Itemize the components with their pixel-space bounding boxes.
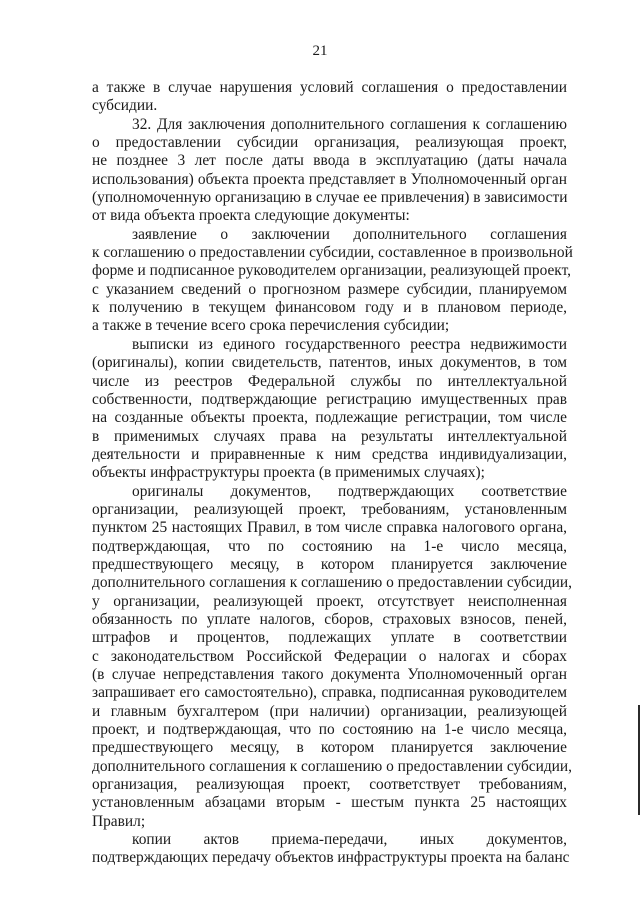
- text-line: у организации, реализующей проект, отсутствует неисполненная: [92, 592, 567, 610]
- text-line: организация, реализующая проект, соответствует требованиям,: [92, 776, 567, 794]
- text-line: подтверждающих передачу объектов инфраструктуры проекта на баланс: [92, 849, 570, 867]
- text-line: предшествующего месяцу, в котором планируется заключение: [92, 739, 567, 757]
- text-line: от вида объекта проекта следующие документы:: [92, 207, 410, 225]
- text-line: форме и подписанное руководителем организации, реализующей проект,: [92, 262, 571, 280]
- text-line: подтверждающая, что по состоянию на 1-е число месяца,: [92, 537, 567, 555]
- text-line: субсидии.: [92, 97, 158, 115]
- text-line: к получению в текущем финансовом году и в плановом периоде,: [92, 299, 567, 317]
- text-line: использования) объекта проекта представляет в Уполномоченный орган: [92, 170, 567, 188]
- text-line: выписки из единого государственного реестра недвижимости: [132, 335, 567, 353]
- text-line: 32. Для заключения дополнительного соглашения к соглашению: [132, 115, 567, 133]
- text-line: установленным абзацами вторым - шестым пункта 25 настоящих: [92, 794, 567, 812]
- text-line: копии актов приема-передачи, иных документов,: [132, 831, 567, 849]
- text-line: штрафов и процентов, подлежащих уплате в соответствии: [92, 629, 567, 647]
- text-line: проект, и подтверждающая, что по состоянию на 1-е число месяца,: [92, 721, 567, 739]
- text-line: дополнительного соглашения к соглашению о предоставлении субсидии,: [92, 574, 573, 592]
- body-text: [92, 79, 573, 868]
- text-line: организации, реализующей проект, требованиям, установленным: [92, 500, 567, 518]
- text-line: (в случае непредставления такого документа Уполномоченный орган: [92, 666, 567, 683]
- text-line: собственности, подтверждающие регистрацию имущественных прав: [92, 390, 567, 408]
- text-line: и главным бухгалтером (при наличии) организации, реализующей: [92, 702, 567, 720]
- text-line: с законодательством Российской Федерации о налогах и сборах: [92, 647, 567, 665]
- text-line: о предоставлении субсидии организация, реализующая проект,: [92, 134, 567, 152]
- text-line: пунктом 25 настоящих Правил, в том числе справка налогового органа,: [92, 519, 567, 537]
- text-line: объекты инфраструктуры проекта (в применимых случаях);: [92, 464, 485, 482]
- page-number: 21: [312, 43, 328, 59]
- text-line: Правил;: [92, 812, 146, 830]
- text-line: деятельности и приравненные к ним средства индивидуализации,: [92, 445, 567, 463]
- text-line: числе из реестров Федеральной службы по интеллектуальной: [92, 372, 567, 390]
- text-line: обязанность по уплате налогов, сборов, страховых взносов, пеней,: [92, 610, 567, 628]
- text-line: с указанием сведений о прогнозном размере субсидии, планируемом: [92, 280, 567, 298]
- text-line: предшествующего месяцу, в котором планируется заключение: [92, 555, 567, 573]
- text-line: а также в случае нарушения условий соглашения о предоставлении: [92, 79, 567, 96]
- text-line: а также в течение всего срока перечисления субсидии;: [92, 317, 450, 335]
- text-line: в применимых случаях права на результаты интеллектуальной: [92, 427, 567, 445]
- text-line: на созданные объекты проекта, подлежащие регистрации, том числе: [92, 409, 567, 427]
- text-line: (уполномоченную организацию в случае ее привлечения) в зависимости: [92, 189, 568, 207]
- text-line: оригиналы документов, подтверждающих соответствие: [132, 482, 567, 500]
- text-line: (оригиналы), копии свидетельств, патентов, иных документов, в том: [92, 354, 567, 372]
- text-line: запрашивает его самостоятельно), справка, подписанная руководителем: [92, 684, 567, 702]
- text-line: заявление о заключении дополнительного соглашения: [132, 225, 567, 243]
- text-line: к соглашению о предоставлении субсидии, составленное в произвольной: [92, 244, 573, 262]
- text-line: не позднее 3 лет после даты ввода в эксплуатацию (даты начала: [92, 152, 567, 170]
- text-line: дополнительного соглашения к соглашению о предоставлении субсидии,: [92, 757, 573, 775]
